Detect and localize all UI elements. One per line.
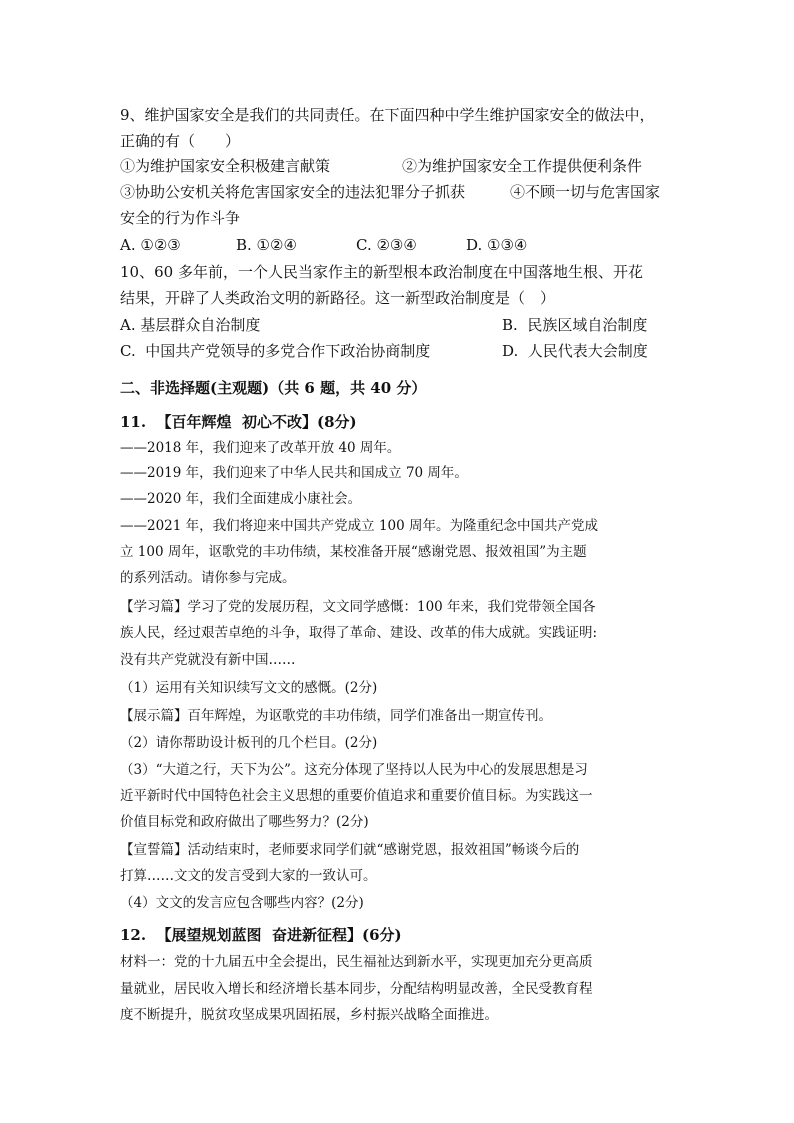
q11-study-section: 【学习篇】学习了党的发展历程，文文同学感慨：100 年来，我们党带领全国各	[120, 599, 596, 615]
q11-line: 没有共产党就没有新中国……	[120, 652, 296, 668]
q11-title: 11. 【百年辉煌 初心不改】(8分)	[120, 413, 357, 431]
q11-line: ——2021 年，我们将迎来中国共产党成立 100 周年。为隆重纪念中国共产党成	[120, 518, 598, 534]
q11-display-section: 【展示篇】百年辉煌，为讴歌党的丰功伟绩，同学们准备出一期宣传刊。	[120, 708, 552, 724]
q9-stem-line1: 9、维护国家安全是我们的共同责任。在下面四种中学生维护国家安全的做法中，	[120, 106, 655, 124]
q11-line: 族人民，经过艰苦卓绝的斗争，取得了革命、建设、改革的伟大成就。实践证明:	[120, 625, 598, 641]
section-2-heading: 二、非选择题(主观题)（共 6 题，共 40 分）	[120, 379, 427, 397]
q11-line: ——2020 年，我们全面建成小康社会。	[120, 491, 362, 507]
q11-subquestion-2: （2）请你帮助设计板刊的几个栏目。(2分)	[120, 735, 378, 751]
q9-option-c[interactable]: C. ②③④	[356, 236, 417, 254]
q10-option-d[interactable]: D. 人民代表大会制度	[502, 342, 648, 360]
q11-line: ——2019 年，我们迎来了中华人民共和国成立 70 周年。	[120, 465, 468, 481]
q11-line: ——2018 年，我们迎来了改革开放 40 周年。	[120, 440, 401, 456]
q9-item-1: ①为维护国家安全积极建言献策	[120, 157, 331, 175]
q9-item-2: ②为维护国家安全工作提供便利条件	[402, 157, 643, 175]
q11-line: 近平新时代中国特色社会主义思想的重要价值追求和重要价值目标。为实践这一	[120, 788, 593, 804]
q10-option-c[interactable]: C. 中国共产党领导的多党合作下政治协商制度	[120, 342, 431, 360]
q12-material-line: 度不断提升，脱贫攻坚成果巩固拓展，乡村振兴战略全面推进。	[120, 1007, 498, 1023]
q11-line: 立 100 周年，讴歌党的丰功伟绩，某校准备开展“感谢党恩、报效祖国”为主题	[120, 544, 587, 560]
q11-line: 的系列活动。请你参与完成。	[120, 570, 296, 586]
q9-item-4-part2: 安全的行为作斗争	[120, 209, 241, 227]
q10-option-a[interactable]: A. 基层群众自治制度	[120, 316, 261, 334]
q12-title: 12. 【展望规划蓝图 奋进新征程】(6分)	[120, 926, 402, 944]
q12-material-line: 量就业，居民收入增长和经济增长基本同步，分配结构明显改善，全民受教育程	[120, 981, 593, 997]
q10-option-b[interactable]: B. 民族区域自治制度	[502, 316, 648, 334]
q10-stem-line2: 结果，开辟了人类政治文明的新路径。这一新型政治制度是（ ）	[120, 289, 556, 307]
q12-material-line: 材料一：党的十九届五中全会提出，民生福祉达到新水平，实现更加充分更高质	[120, 954, 593, 970]
q9-option-d[interactable]: D. ①③④	[466, 236, 528, 254]
q11-subquestion-4: （4）文文的发言应包含哪些内容？(2分)	[120, 895, 364, 911]
q11-subquestion-1: （1）运用有关知识续写文文的感慨。(2分)	[120, 680, 378, 696]
q11-pledge-section: 【宣誓篇】活动结束时，老师要求同学们就“感谢党恩，报效祖国”畅谈今后的	[120, 842, 580, 858]
q11-line: 打算……文文的发言受到大家的一致认可。	[120, 868, 377, 884]
q11-line: 价值目标党和政府做出了哪些努力？(2分)	[120, 814, 369, 830]
q9-item-4-part1: ④不顾一切与危害国家	[510, 183, 661, 201]
q11-subquestion-3: （3）“大道之行，天下为公”。这充分体现了坚持以人民为中心的发展思想是习	[120, 762, 588, 778]
q9-item-3: ③协助公安机关将危害国家安全的违法犯罪分子抓获	[120, 183, 466, 201]
q9-option-a[interactable]: A. ①②③	[120, 236, 181, 254]
q9-option-b[interactable]: B. ①②④	[236, 236, 297, 254]
q9-stem-line2: 正确的有（ ）	[120, 132, 241, 150]
q10-stem-line1: 10、60 多年前，一个人民当家作主的新型根本政治制度在中国落地生根、开花	[120, 263, 643, 281]
